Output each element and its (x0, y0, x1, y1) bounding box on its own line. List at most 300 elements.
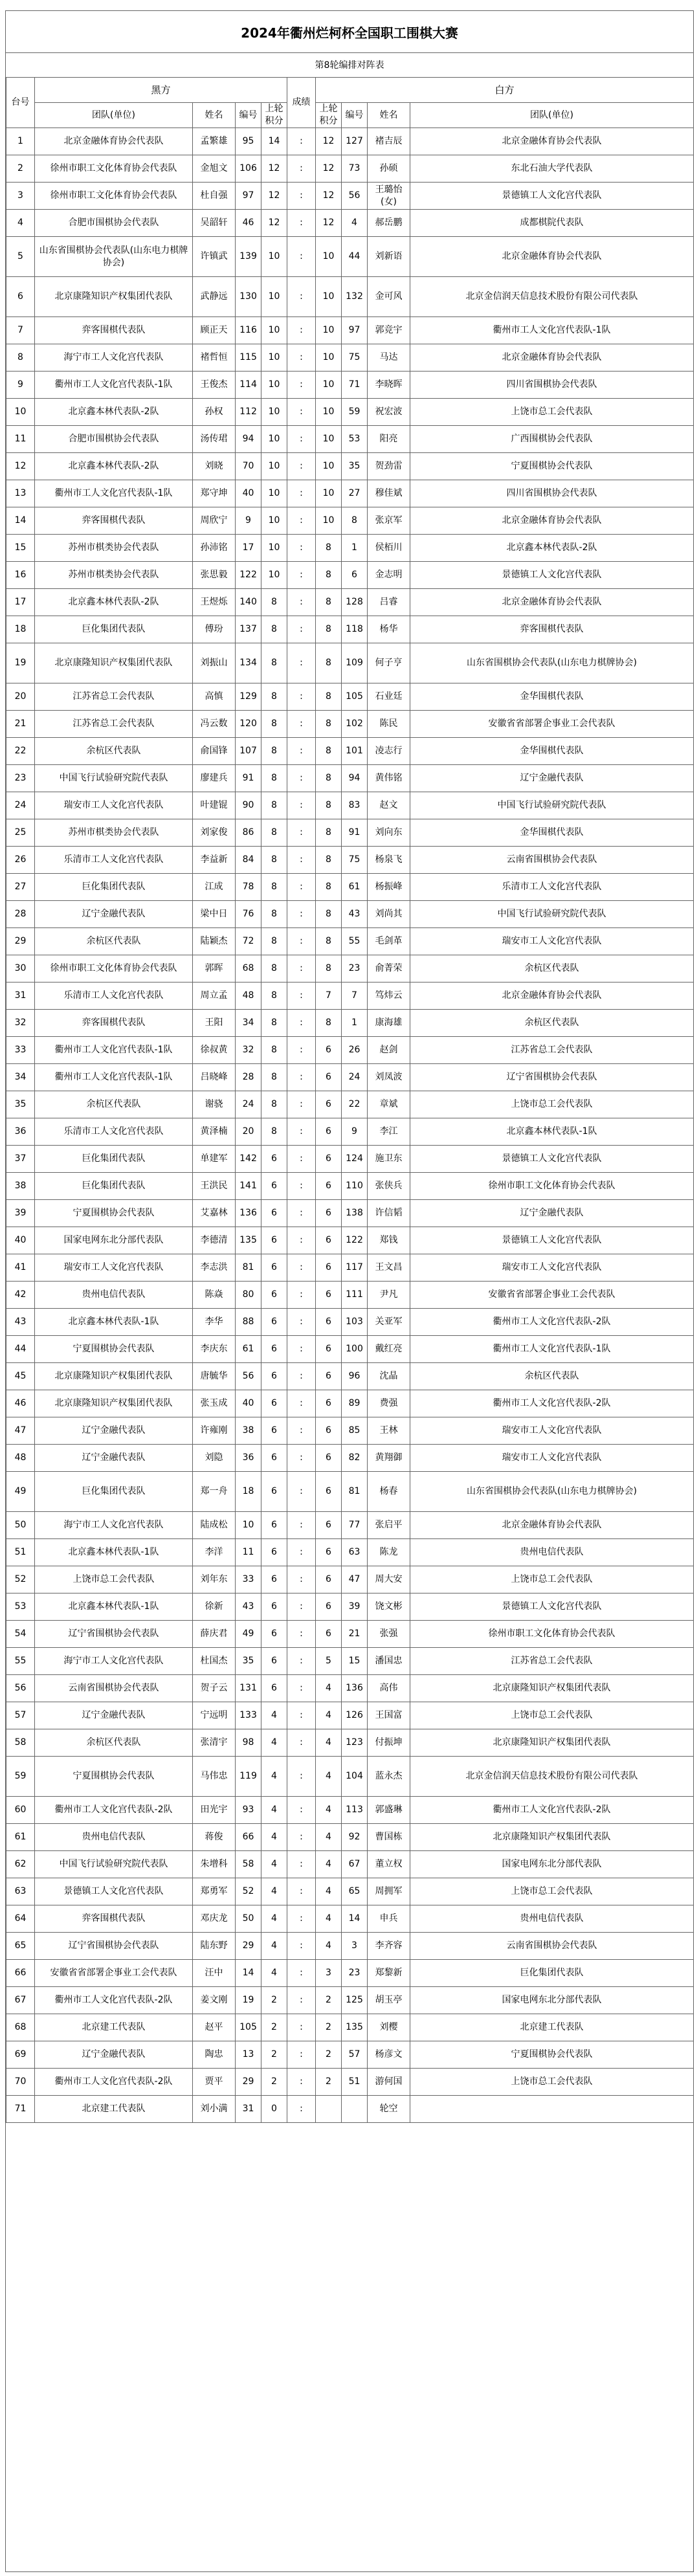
black-prev-score: 8 (261, 819, 287, 847)
black-team: 乐清市工人文化宫代表队 (35, 983, 193, 1010)
table-row (6, 1702, 694, 1729)
black-number: 49 (236, 1621, 261, 1648)
black-name: 单建军 (193, 1146, 236, 1173)
table-row (6, 2096, 694, 2123)
table-number: 18 (6, 616, 35, 643)
white-name: 金志明 (368, 562, 410, 589)
black-number: 33 (236, 1566, 261, 1593)
white-prev-score: 2 (316, 2014, 342, 2041)
table-row (6, 507, 694, 535)
white-name: 刘凤波 (368, 1064, 410, 1091)
table-row (6, 792, 694, 819)
table-number: 70 (6, 2069, 35, 2096)
table-row (6, 1729, 694, 1757)
black-number: 28 (236, 1064, 261, 1091)
white-number: 94 (342, 765, 368, 792)
header-black-team: 团队(单位) (35, 103, 193, 128)
black-name: 王煜烁 (193, 589, 236, 616)
black-prev-score: 10 (261, 426, 287, 453)
table-row (6, 1757, 694, 1797)
table-number: 13 (6, 480, 35, 507)
black-team: 弈客围棋代表队 (35, 317, 193, 344)
black-number: 84 (236, 847, 261, 874)
white-prev-score: 12 (316, 155, 342, 183)
white-number: 6 (342, 562, 368, 589)
white-name: 黄翔御 (368, 1445, 410, 1472)
black-prev-score: 8 (261, 1091, 287, 1118)
black-team: 宁夏围棋协会代表队 (35, 1336, 193, 1363)
white-number: 135 (342, 2014, 368, 2041)
black-name: 孙权 (193, 399, 236, 426)
white-name: 褚吉辰 (368, 128, 410, 155)
black-number: 129 (236, 683, 261, 711)
black-name: 姜文刚 (193, 1987, 236, 2014)
table-number: 28 (6, 901, 35, 928)
white-team: 北京金融体育协会代表队 (410, 344, 694, 372)
black-prev-score: 4 (261, 1878, 287, 1905)
table-row (6, 1797, 694, 1824)
black-prev-score: 8 (261, 1064, 287, 1091)
black-team: 辽宁金融代表队 (35, 1702, 193, 1729)
table-row (6, 128, 694, 155)
white-number: 85 (342, 1417, 368, 1445)
white-name: 刘向东 (368, 819, 410, 847)
table-number: 44 (6, 1336, 35, 1363)
table-number: 15 (6, 535, 35, 562)
table-number: 68 (6, 2014, 35, 2041)
white-number: 56 (342, 183, 368, 210)
black-name: 艾嘉林 (193, 1200, 236, 1227)
black-team: 衢州市工人文化宫代表队-1队 (35, 1037, 193, 1064)
black-team: 合肥市围棋协会代表队 (35, 426, 193, 453)
white-name: 郑钱 (368, 1227, 410, 1254)
white-team: 金华围棋代表队 (410, 738, 694, 765)
black-number: 133 (236, 1702, 261, 1729)
white-name: 张侠兵 (368, 1173, 410, 1200)
table-row (6, 1173, 694, 1200)
white-name: 吕睿 (368, 589, 410, 616)
white-number: 82 (342, 1445, 368, 1472)
black-name: 黄泽楠 (193, 1118, 236, 1146)
black-number: 95 (236, 128, 261, 155)
white-prev-score: 12 (316, 210, 342, 237)
black-prev-score: 6 (261, 1539, 287, 1566)
white-name: 郑黎新 (368, 1960, 410, 1987)
result: : (287, 1390, 316, 1417)
white-number: 71 (342, 372, 368, 399)
table-row (6, 738, 694, 765)
black-team: 苏州市棋类协会代表队 (35, 562, 193, 589)
white-team: 景德镇工人文化宫代表队 (410, 562, 694, 589)
table-number: 6 (6, 277, 35, 317)
white-prev-score: 4 (316, 1729, 342, 1757)
white-prev-score: 10 (316, 372, 342, 399)
white-number: 124 (342, 1146, 368, 1173)
white-name: 申兵 (368, 1905, 410, 1933)
white-team: 辽宁省围棋协会代表队 (410, 1064, 694, 1091)
result: : (287, 2041, 316, 2069)
black-prev-score: 4 (261, 1960, 287, 1987)
black-name: 陆颖杰 (193, 928, 236, 955)
table-number: 7 (6, 317, 35, 344)
table-number: 63 (6, 1878, 35, 1905)
table-number: 21 (6, 711, 35, 738)
black-number: 81 (236, 1254, 261, 1282)
black-prev-score: 10 (261, 453, 287, 480)
table-row (6, 399, 694, 426)
white-name: 杨泉飞 (368, 847, 410, 874)
white-name: 石业廷 (368, 683, 410, 711)
table-number: 65 (6, 1933, 35, 1960)
table-row (6, 1336, 694, 1363)
header-table-no: 台号 (6, 78, 35, 128)
white-number: 101 (342, 738, 368, 765)
white-number: 15 (342, 1648, 368, 1675)
table-row (6, 1539, 694, 1566)
result: : (287, 819, 316, 847)
black-name: 王俊杰 (193, 372, 236, 399)
table-row (6, 426, 694, 453)
result: : (287, 1282, 316, 1309)
black-name: 田光宇 (193, 1797, 236, 1824)
white-number: 22 (342, 1091, 368, 1118)
black-prev-score: 8 (261, 792, 287, 819)
black-team: 辽宁金融代表队 (35, 901, 193, 928)
white-number: 110 (342, 1173, 368, 1200)
white-prev-score: 2 (316, 2041, 342, 2069)
black-prev-score: 4 (261, 1905, 287, 1933)
white-team: 上饶市总工会代表队 (410, 2069, 694, 2096)
white-team: 徐州市职工文化体育协会代表队 (410, 1173, 694, 1200)
black-number: 137 (236, 616, 261, 643)
white-prev-score: 6 (316, 1512, 342, 1539)
table-number: 54 (6, 1621, 35, 1648)
black-name: 俞国锋 (193, 738, 236, 765)
table-row (6, 955, 694, 983)
black-number: 98 (236, 1729, 261, 1757)
table-row (6, 1621, 694, 1648)
table-number: 57 (6, 1702, 35, 1729)
table-row (6, 1566, 694, 1593)
pairing-table (6, 77, 694, 2123)
black-team: 徐州市职工文化体育协会代表队 (35, 155, 193, 183)
white-name: 关亚军 (368, 1309, 410, 1336)
white-name: 周大安 (368, 1566, 410, 1593)
black-name: 刘小满 (193, 2096, 236, 2123)
black-name: 许雍刚 (193, 1417, 236, 1445)
result: : (287, 1417, 316, 1445)
white-name: 张强 (368, 1621, 410, 1648)
black-number: 52 (236, 1878, 261, 1905)
white-name: 赵剑 (368, 1037, 410, 1064)
table-number: 25 (6, 819, 35, 847)
black-prev-score: 6 (261, 1472, 287, 1512)
white-name: 俞菁荣 (368, 955, 410, 983)
black-team: 江苏省总工会代表队 (35, 711, 193, 738)
white-prev-score: 6 (316, 1539, 342, 1566)
black-team: 国家电网东北分部代表队 (35, 1227, 193, 1254)
black-number: 35 (236, 1648, 261, 1675)
black-team: 衢州市工人文化宫代表队-1队 (35, 480, 193, 507)
black-number: 61 (236, 1336, 261, 1363)
table-number: 17 (6, 589, 35, 616)
white-number: 77 (342, 1512, 368, 1539)
result: : (287, 1118, 316, 1146)
white-team: 中国飞行试验研究院代表队 (410, 792, 694, 819)
black-name: 杜自强 (193, 183, 236, 210)
white-name: 王国富 (368, 1702, 410, 1729)
black-prev-score: 4 (261, 1729, 287, 1757)
table-row (6, 1037, 694, 1064)
black-number: 19 (236, 1987, 261, 2014)
result: : (287, 616, 316, 643)
white-prev-score: 8 (316, 847, 342, 874)
table-row (6, 983, 694, 1010)
white-name: 黄伟铭 (368, 765, 410, 792)
white-name: 杨彦文 (368, 2041, 410, 2069)
black-prev-score: 6 (261, 1173, 287, 1200)
result: : (287, 983, 316, 1010)
white-number: 63 (342, 1539, 368, 1566)
white-number: 92 (342, 1824, 368, 1851)
result: : (287, 683, 316, 711)
result: : (287, 1851, 316, 1878)
result: : (287, 874, 316, 901)
white-team: 弈客围棋代表队 (410, 616, 694, 643)
white-name: 郝岳鹏 (368, 210, 410, 237)
white-team: 云南省围棋协会代表队 (410, 1933, 694, 1960)
black-team: 弈客围棋代表队 (35, 1905, 193, 1933)
white-team: 乐清市工人文化宫代表队 (410, 874, 694, 901)
white-team: 北京金融体育协会代表队 (410, 983, 694, 1010)
result: : (287, 847, 316, 874)
result: : (287, 1309, 316, 1336)
black-number: 13 (236, 2041, 261, 2069)
black-prev-score: 6 (261, 1593, 287, 1621)
white-prev-score: 6 (316, 1200, 342, 1227)
black-team: 北京建工代表队 (35, 2014, 193, 2041)
result: : (287, 765, 316, 792)
result: : (287, 480, 316, 507)
black-team: 贵州电信代表队 (35, 1282, 193, 1309)
black-name: 谢骁 (193, 1091, 236, 1118)
table-number: 52 (6, 1566, 35, 1593)
black-number: 97 (236, 183, 261, 210)
white-name: 王文昌 (368, 1254, 410, 1282)
white-prev-score: 8 (316, 792, 342, 819)
black-number: 24 (236, 1091, 261, 1118)
table-number: 4 (6, 210, 35, 237)
table-number: 9 (6, 372, 35, 399)
table-number: 53 (6, 1593, 35, 1621)
black-team: 安徽省省部署企事业工会代表队 (35, 1960, 193, 1987)
table-number: 37 (6, 1146, 35, 1173)
black-prev-score: 2 (261, 2069, 287, 2096)
white-prev-score: 10 (316, 453, 342, 480)
sheet-title: 2024年衢州烂柯杯全国职工围棋大赛 (6, 11, 693, 53)
white-number: 136 (342, 1675, 368, 1702)
black-number: 136 (236, 1200, 261, 1227)
black-prev-score: 10 (261, 277, 287, 317)
result: : (287, 128, 316, 155)
white-team: 北京康隆知识产权集团代表队 (410, 1675, 694, 1702)
table-number: 62 (6, 1851, 35, 1878)
black-team: 巨化集团代表队 (35, 874, 193, 901)
white-number: 44 (342, 237, 368, 277)
result: : (287, 738, 316, 765)
header-white-name: 姓名 (368, 103, 410, 128)
black-team: 余杭区代表队 (35, 738, 193, 765)
black-name: 李华 (193, 1309, 236, 1336)
table-number: 3 (6, 183, 35, 210)
white-number: 89 (342, 1390, 368, 1417)
white-name: 王璐怡(女) (368, 183, 410, 210)
white-name: 沈晶 (368, 1363, 410, 1390)
white-team: 北京康隆知识产权集团代表队 (410, 1824, 694, 1851)
black-name: 汪中 (193, 1960, 236, 1987)
table-number: 55 (6, 1648, 35, 1675)
black-prev-score: 8 (261, 1010, 287, 1037)
white-number: 51 (342, 2069, 368, 2096)
black-prev-score: 4 (261, 1933, 287, 1960)
black-number: 90 (236, 792, 261, 819)
black-prev-score: 6 (261, 1445, 287, 1472)
black-team: 北京鑫本林代表队-1队 (35, 1593, 193, 1621)
result: : (287, 1987, 316, 2014)
white-prev-score: 8 (316, 819, 342, 847)
white-number: 9 (342, 1118, 368, 1146)
table-number: 40 (6, 1227, 35, 1254)
white-team: 四川省围棋协会代表队 (410, 480, 694, 507)
header-black-prev: 上轮积分 (261, 103, 287, 128)
black-name: 陆成松 (193, 1512, 236, 1539)
table-row (6, 589, 694, 616)
result: : (287, 562, 316, 589)
black-number: 18 (236, 1472, 261, 1512)
black-name: 张思毅 (193, 562, 236, 589)
white-name: 刘樱 (368, 2014, 410, 2041)
black-number: 115 (236, 344, 261, 372)
result: : (287, 1227, 316, 1254)
white-prev-score: 2 (316, 1987, 342, 2014)
black-name: 褚哲恒 (193, 344, 236, 372)
white-team: 国家电网东北分部代表队 (410, 1851, 694, 1878)
table-row (6, 1933, 694, 1960)
white-prev-score: 6 (316, 1336, 342, 1363)
table-row (6, 237, 694, 277)
table-row (6, 1512, 694, 1539)
white-prev-score: 4 (316, 1675, 342, 1702)
white-prev-score: 6 (316, 1037, 342, 1064)
white-number: 113 (342, 1797, 368, 1824)
black-number: 94 (236, 426, 261, 453)
black-prev-score: 4 (261, 1702, 287, 1729)
result: : (287, 317, 316, 344)
white-number: 53 (342, 426, 368, 453)
result: : (287, 1621, 316, 1648)
black-number: 20 (236, 1118, 261, 1146)
black-prev-score: 10 (261, 480, 287, 507)
white-team: 瑞安市工人文化宫代表队 (410, 928, 694, 955)
white-number: 81 (342, 1472, 368, 1512)
white-number: 104 (342, 1757, 368, 1797)
white-prev-score: 6 (316, 1445, 342, 1472)
black-name: 梁中日 (193, 901, 236, 928)
result: : (287, 1512, 316, 1539)
white-team (410, 2096, 694, 2123)
black-name: 江成 (193, 874, 236, 901)
white-prev-score: 8 (316, 1010, 342, 1037)
white-number: 117 (342, 1254, 368, 1282)
white-prev-score: 4 (316, 1851, 342, 1878)
white-team: 山东省围棋协会代表队(山东电力棋牌协会) (410, 643, 694, 683)
black-name: 叶建锟 (193, 792, 236, 819)
white-name: 轮空 (368, 2096, 410, 2123)
white-prev-score: 4 (316, 1878, 342, 1905)
header-black-num: 编号 (236, 103, 261, 128)
black-number: 29 (236, 2069, 261, 2096)
black-prev-score: 8 (261, 1037, 287, 1064)
table-row (6, 480, 694, 507)
white-name: 康海雄 (368, 1010, 410, 1037)
black-team: 巨化集团代表队 (35, 1472, 193, 1512)
black-team: 余杭区代表队 (35, 928, 193, 955)
black-name: 宁远明 (193, 1702, 236, 1729)
result: : (287, 1878, 316, 1905)
black-name: 李洋 (193, 1539, 236, 1566)
table-row (6, 683, 694, 711)
black-number: 107 (236, 738, 261, 765)
result: : (287, 453, 316, 480)
black-prev-score: 6 (261, 1363, 287, 1390)
header-black: 黑方 (35, 78, 287, 103)
black-name: 陆东野 (193, 1933, 236, 1960)
white-number: 65 (342, 1878, 368, 1905)
black-prev-score: 4 (261, 1797, 287, 1824)
result: : (287, 1472, 316, 1512)
black-name: 李庆东 (193, 1336, 236, 1363)
table-row (6, 2041, 694, 2069)
white-name: 赵文 (368, 792, 410, 819)
black-number: 40 (236, 1390, 261, 1417)
result: : (287, 1336, 316, 1363)
white-number: 132 (342, 277, 368, 317)
black-name: 周立孟 (193, 983, 236, 1010)
black-number: 112 (236, 399, 261, 426)
header-white-prev: 上轮积分 (316, 103, 342, 128)
white-prev-score: 8 (316, 643, 342, 683)
white-number: 24 (342, 1064, 368, 1091)
table-number: 56 (6, 1675, 35, 1702)
black-name: 邓庆龙 (193, 1905, 236, 1933)
black-name: 刘晓 (193, 453, 236, 480)
result: : (287, 643, 316, 683)
black-prev-score: 10 (261, 535, 287, 562)
white-prev-score: 4 (316, 1797, 342, 1824)
black-prev-score: 8 (261, 711, 287, 738)
black-team: 辽宁金融代表队 (35, 2041, 193, 2069)
table-number: 41 (6, 1254, 35, 1282)
black-number: 14 (236, 1960, 261, 1987)
black-team: 乐清市工人文化宫代表队 (35, 847, 193, 874)
black-team: 北京康隆知识产权集团代表队 (35, 1390, 193, 1417)
table-number: 10 (6, 399, 35, 426)
black-team: 江苏省总工会代表队 (35, 683, 193, 711)
table-number: 1 (6, 128, 35, 155)
black-name: 许镇武 (193, 237, 236, 277)
white-name: 许信韬 (368, 1200, 410, 1227)
black-team: 北京鑫本林代表队-2队 (35, 453, 193, 480)
